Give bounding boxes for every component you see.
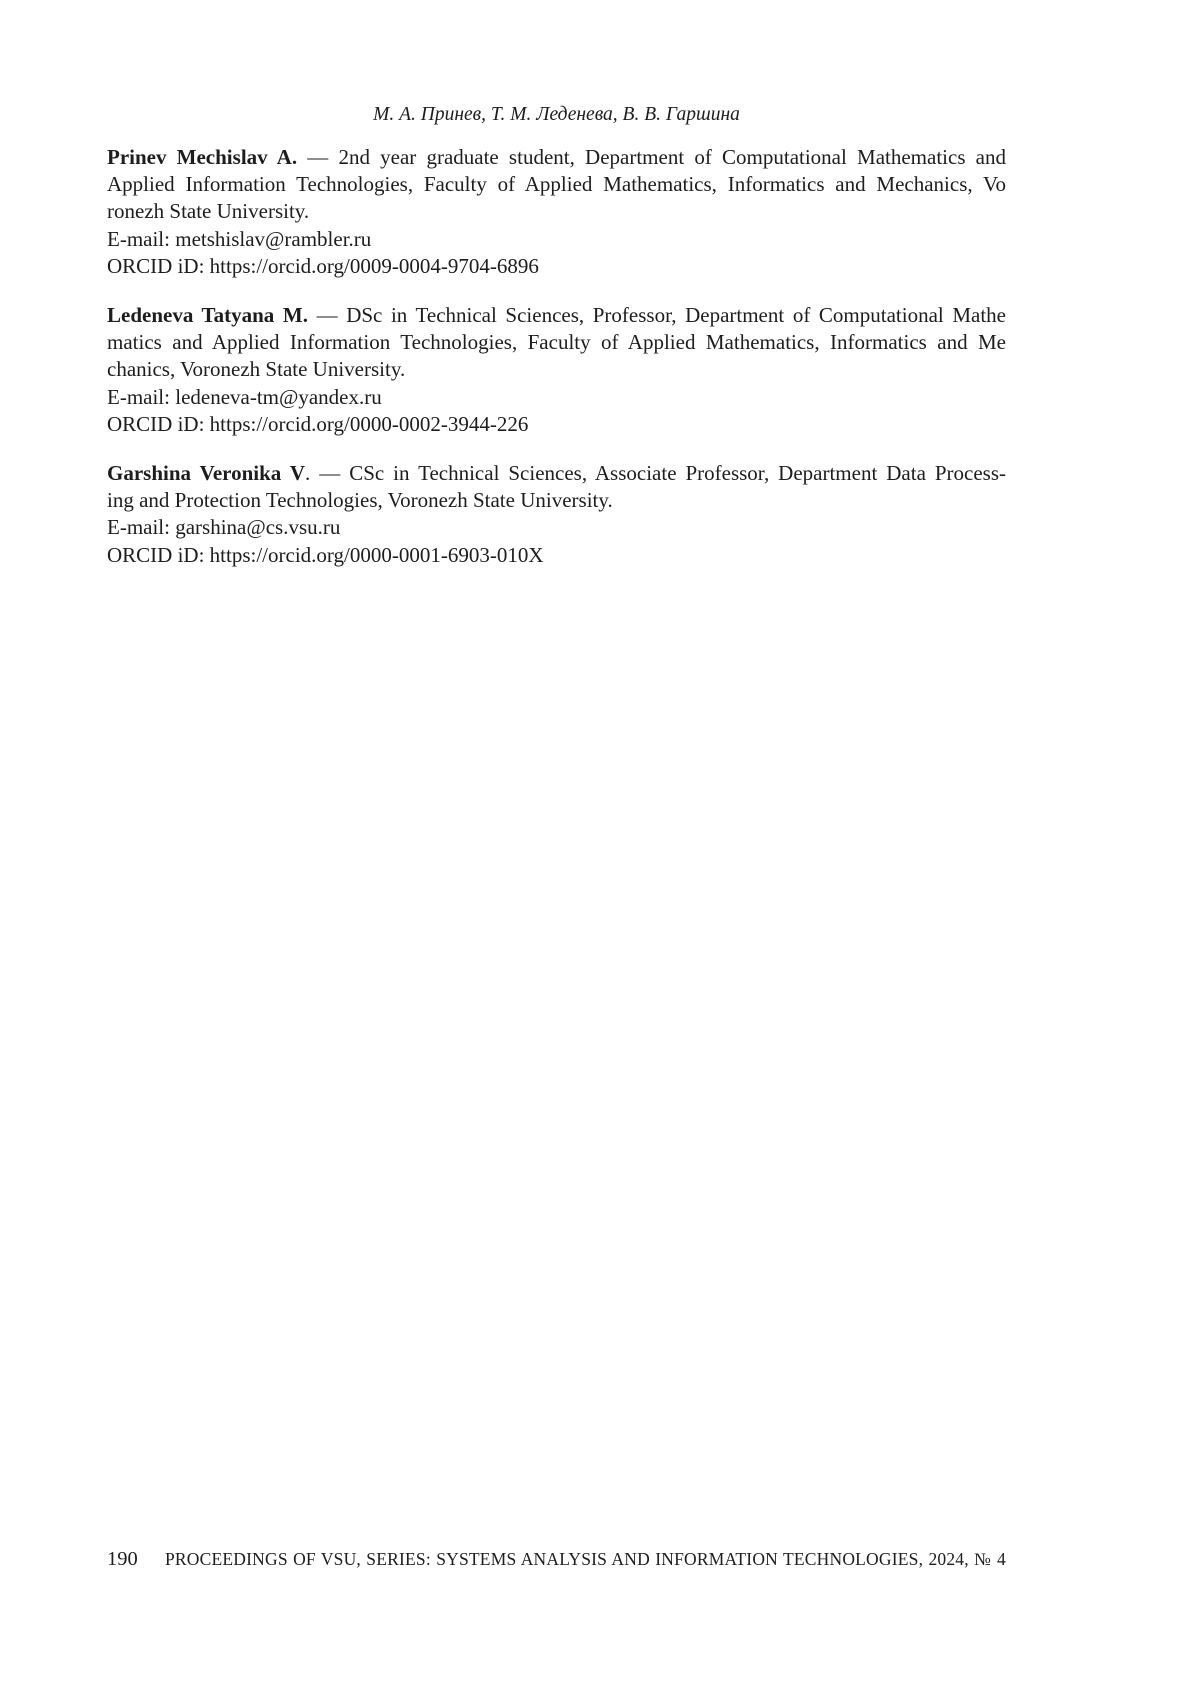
- bio-text-line: [107, 144, 1006, 171]
- author-name: Ledeneva Tatyana M.: [107, 303, 308, 328]
- email-line: E-mail: metshislav@rambler.ru: [107, 226, 372, 251]
- orcid-line: ORCID iD: https://orcid.org/0000-0001-6903-010X: [107, 542, 544, 567]
- page-footer: [107, 1548, 1006, 1571]
- bio-text-line: [107, 460, 1006, 487]
- page-number: 190: [107, 1548, 138, 1570]
- orcid-line: ORCID iD: https://orcid.org/0009-0004-9704-6896: [107, 253, 539, 278]
- bio-text-line: chanics, Voronezh State University.: [107, 357, 406, 382]
- author-name: Garshina Veronika V: [107, 461, 306, 486]
- email-line: E-mail: ledeneva-tm@yandex.ru: [107, 384, 382, 409]
- journal-title-line: PROCEEDINGS OF VSU, SERIES: SYSTEMS ANALYSIS AND INFORMATION TECHNOLOGIES, 2024, № 4: [165, 1549, 1006, 1569]
- orcid-line: ORCID iD: https://orcid.org/0000-0002-3944-226: [107, 411, 529, 436]
- bio-text-line: ing and Protection Technologies, Voronezh State University.: [107, 488, 613, 513]
- bio-text: . — CSc in Technical Sciences, Associate Professor, Department Data Process-: [305, 461, 1006, 486]
- author-name: Prinev Mechislav A.: [107, 145, 298, 169]
- bio-text-line: [107, 302, 1006, 329]
- running-head: М. А. Принев, Т. М. Леденева, В. В. Гаршина: [373, 104, 740, 125]
- bio-text: — 2nd year graduate student, Department of Computational Mathematics and: [297, 145, 1006, 169]
- bio-text-line: Applied Information Technologies, Faculty of Applied Mathematics, Informatics and Mechanics, Vo: [107, 172, 1006, 197]
- author-bio-ledeneva: [107, 302, 1006, 438]
- bio-text: — DSc in Technical Sciences, Professor, Department of Computational Mathe: [307, 303, 1006, 328]
- author-bio-garshina: [107, 460, 1006, 569]
- email-line: E-mail: garshina@cs.vsu.ru: [107, 515, 341, 540]
- authors-section: [107, 144, 1006, 591]
- author-bio-prinev: [107, 144, 1006, 280]
- bio-text-line: ronezh State University.: [107, 199, 310, 224]
- bio-text-line: matics and Applied Information Technologies, Faculty of Applied Mathematics, Informatics and Me: [107, 330, 1006, 355]
